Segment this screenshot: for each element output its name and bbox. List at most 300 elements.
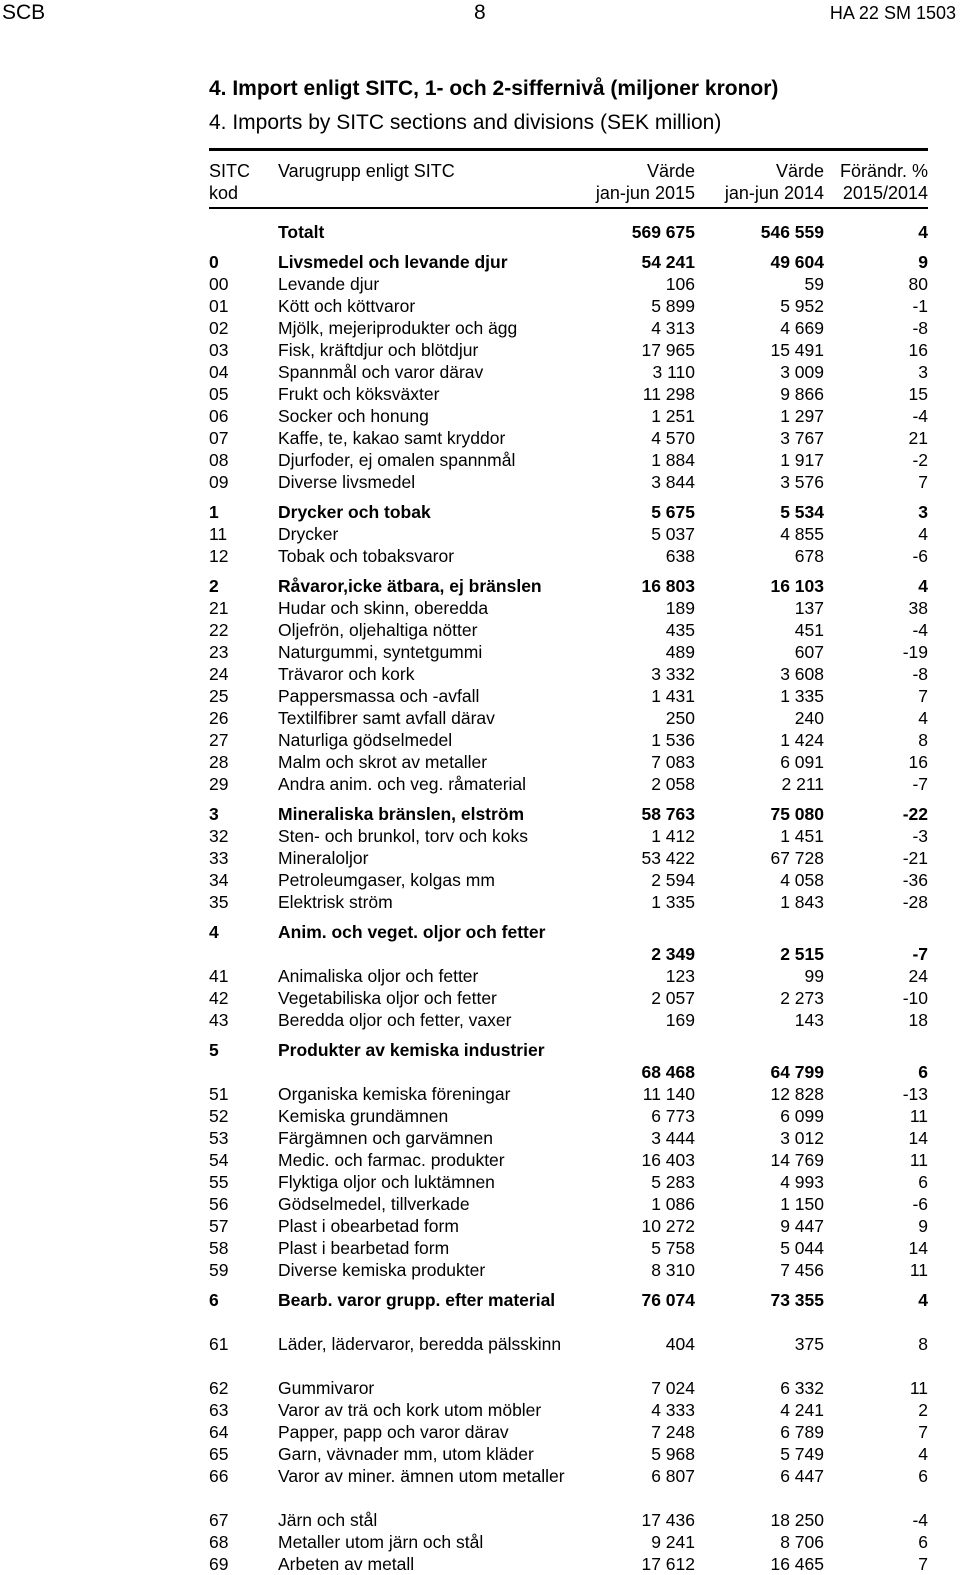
product-group: Frukt och köksväxter (278, 384, 440, 404)
value-2014: 6 789 (780, 1422, 824, 1442)
value-2014: 1 335 (780, 686, 824, 706)
sitc-code: 55 (209, 1172, 229, 1192)
value-2015: 1 431 (651, 686, 695, 706)
table-row (209, 1215, 928, 1237)
value-2014: 1 843 (780, 892, 824, 912)
table-row (209, 295, 928, 317)
sitc-code: 26 (209, 708, 229, 728)
change-percent: 24 (908, 966, 928, 986)
product-group: Papper, papp och varor därav (278, 1422, 509, 1442)
sitc-code: 33 (209, 848, 229, 868)
value-2015: 1 335 (651, 892, 695, 912)
product-group: Varor av miner. ämnen utom metaller (278, 1466, 565, 1486)
value-2014: 4 058 (780, 870, 824, 890)
value-2015: 2 058 (651, 774, 695, 794)
product-group: Levande djur (278, 274, 380, 294)
table-row (209, 1465, 928, 1509)
table-row (209, 1127, 928, 1149)
table-row (209, 1443, 928, 1465)
product-group: Mjölk, mejeriprodukter och ägg (278, 318, 518, 338)
table-title: 4. Import enligt SITC, 1- och 2-siffernivå (miljoner kronor) (209, 77, 779, 100)
value-2015: 54 241 (641, 252, 695, 272)
value-2015: 3 332 (651, 664, 695, 684)
change-percent: 11 (909, 1106, 928, 1126)
table-row (209, 449, 928, 471)
table-row (209, 339, 928, 361)
product-group: Järn och stål (278, 1510, 378, 1530)
report-id: HA 22 SM 1503 (829, 3, 956, 23)
change-percent: 8 (918, 730, 928, 750)
value-2015: 68 468 (641, 1062, 695, 1082)
value-2014: 5 749 (780, 1444, 824, 1464)
table-row (209, 1171, 928, 1193)
value-2014: 73 355 (770, 1290, 824, 1310)
change-percent: 16 (908, 340, 928, 360)
table-row (209, 1259, 928, 1281)
value-2014: 6 091 (780, 752, 824, 772)
value-2015: 123 (665, 966, 695, 986)
value-2015: 5 283 (651, 1172, 695, 1192)
sitc-code: 27 (209, 730, 229, 750)
product-group: Färgämnen och garvämnen (278, 1128, 493, 1148)
table-row (209, 545, 928, 567)
change-percent: 80 (908, 274, 928, 294)
value-2014: 15 491 (770, 340, 824, 360)
change-percent: 14 (908, 1128, 928, 1148)
sitc-code: 69 (209, 1554, 229, 1574)
product-group: Gödselmedel, tillverkade (278, 1194, 470, 1214)
value-2014: 9 866 (780, 384, 824, 404)
value-2014: 18 250 (770, 1510, 824, 1530)
value-2015: 7 024 (651, 1378, 695, 1398)
product-group: Kaffe, te, kakao samt kryddor (278, 428, 506, 448)
value-2015: 5 675 (651, 502, 695, 522)
sitc-code: 09 (209, 472, 229, 492)
change-percent: 4 (918, 708, 928, 728)
value-2014: 1 917 (780, 450, 824, 470)
change-percent: 7 (918, 1422, 928, 1442)
value-2014: 6 447 (780, 1466, 824, 1486)
value-2015: 76 074 (641, 1290, 695, 1310)
change-percent: 4 (918, 1290, 928, 1310)
product-group: Oljefrön, oljehaltiga nötter (278, 620, 478, 640)
value-2015: 2 594 (651, 870, 695, 890)
value-2015: 7 248 (651, 1422, 695, 1442)
value-2014: 2 273 (780, 988, 824, 1008)
sitc-code: 61 (209, 1334, 229, 1354)
product-group: Mineraliska bränslen, elström (278, 804, 525, 824)
change-percent: 9 (918, 1216, 928, 1236)
table-row (209, 751, 928, 773)
table-row (209, 663, 928, 685)
value-2014: 1 424 (780, 730, 824, 750)
sitc-code: 54 (209, 1150, 229, 1170)
table-row (209, 921, 928, 965)
value-2015: 1 536 (651, 730, 695, 750)
product-group: Spannmål och varor därav (278, 362, 484, 382)
sitc-code: 52 (209, 1106, 229, 1126)
product-group: Pappersmassa och -avfall (278, 686, 480, 706)
value-2015: 189 (665, 598, 695, 618)
value-2015: 17 965 (641, 340, 695, 360)
value-2015: 5 968 (651, 1444, 695, 1464)
table-row (209, 803, 928, 825)
sitc-code: 1 (209, 502, 219, 522)
product-group: Flyktiga oljor och luktämnen (278, 1172, 495, 1192)
value-2014: 4 855 (780, 524, 824, 544)
value-2014: 6 332 (780, 1378, 824, 1398)
product-group: Socker och honung (278, 406, 429, 426)
sitc-code: 04 (209, 362, 229, 382)
sitc-code: 22 (209, 620, 229, 640)
value-2014: 4 669 (780, 318, 824, 338)
table-row (209, 1377, 928, 1399)
product-group: Textilfibrer samt avfall därav (278, 708, 495, 728)
sitc-code: 56 (209, 1194, 229, 1214)
table-row (209, 1333, 928, 1377)
value-2015: 5 758 (651, 1238, 695, 1258)
product-group: Totalt (278, 222, 325, 242)
product-group: Elektrisk ström (278, 892, 393, 912)
table-row (209, 273, 928, 295)
table-row (209, 251, 928, 273)
value-2015: 11 140 (642, 1084, 695, 1104)
sitc-code: 66 (209, 1466, 229, 1486)
sitc-code: 00 (209, 274, 229, 294)
sitc-code: 4 (209, 922, 219, 942)
change-percent: -7 (912, 944, 928, 964)
product-group: Bearb. varor grupp. efter material (278, 1290, 556, 1310)
table-row (209, 523, 928, 545)
value-2015: 8 310 (651, 1260, 695, 1280)
change-percent: -21 (902, 848, 928, 868)
sitc-code: 12 (209, 546, 229, 566)
sitc-code: 05 (209, 384, 229, 404)
change-percent: -7 (912, 774, 928, 794)
table-row (209, 707, 928, 729)
sitc-code: 03 (209, 340, 229, 360)
sitc-code: 21 (209, 598, 229, 618)
table-row (209, 825, 928, 847)
value-2015: 7 083 (651, 752, 695, 772)
change-percent: 38 (908, 598, 928, 618)
value-2015: 4 570 (651, 428, 695, 448)
sitc-code: 08 (209, 450, 229, 470)
change-percent: 4 (918, 1444, 928, 1464)
value-2014: 4 241 (780, 1400, 824, 1420)
product-group: Petroleumgaser, kolgas mm (278, 870, 495, 890)
table-row (209, 1421, 928, 1443)
value-2015: 9 241 (651, 1532, 695, 1552)
table-row (209, 1553, 928, 1575)
change-percent: 6 (918, 1172, 928, 1192)
product-group: Kemiska grundämnen (278, 1106, 449, 1126)
change-percent: 6 (918, 1466, 928, 1486)
value-2014: 59 (804, 274, 824, 294)
sitc-code: 41 (209, 966, 229, 986)
product-group: Gummivaror (278, 1378, 375, 1398)
change-percent: 2 (918, 1400, 928, 1420)
product-group: Drycker (278, 524, 339, 544)
change-percent: 7 (918, 1554, 928, 1574)
publisher-label: SCB (2, 1, 46, 24)
col-header-value-2014: Värde jan-jun 2014 (724, 161, 824, 203)
product-group: Garn, vävnader mm, utom kläder (278, 1444, 534, 1464)
value-2015: 17 436 (641, 1510, 695, 1530)
value-2014: 12 828 (770, 1084, 824, 1104)
product-group: Malm och skrot av metaller (278, 752, 488, 772)
value-2014: 3 012 (780, 1128, 824, 1148)
change-percent: 18 (908, 1010, 928, 1030)
change-percent: 9 (918, 252, 928, 272)
value-2015: 1 884 (651, 450, 695, 470)
value-2014: 8 706 (780, 1532, 824, 1552)
value-2014: 3 767 (780, 428, 824, 448)
header-rule (209, 207, 928, 209)
product-group: Naturgummi, syntetgummi (278, 642, 483, 662)
table-row (209, 773, 928, 795)
product-group: Diverse livsmedel (278, 472, 416, 492)
value-2015: 1 412 (651, 826, 695, 846)
value-2014: 3 576 (780, 472, 824, 492)
table-row (209, 405, 928, 427)
product-group: Sten- och brunkol, torv och koks (278, 826, 528, 846)
product-group: Anim. och veget. oljor och fetter (278, 922, 546, 942)
sitc-code: 51 (209, 1084, 229, 1104)
table-row (209, 1531, 928, 1553)
product-group: Plast i bearbetad form (278, 1238, 450, 1258)
change-percent: -3 (912, 826, 928, 846)
value-2015: 250 (665, 708, 695, 728)
value-2015: 16 803 (641, 576, 695, 596)
table-row (209, 1105, 928, 1127)
value-2014: 451 (794, 620, 824, 640)
sitc-code: 43 (209, 1010, 229, 1030)
value-2014: 4 993 (780, 1172, 824, 1192)
value-2014: 1 451 (780, 826, 824, 846)
product-group: Varor av trä och kork utom möbler (278, 1400, 542, 1420)
value-2014: 6 099 (780, 1106, 824, 1126)
sitc-code: 65 (209, 1444, 229, 1464)
value-2014: 64 799 (770, 1062, 824, 1082)
value-2015: 6 807 (651, 1466, 695, 1486)
value-2015: 169 (665, 1010, 695, 1030)
product-group: Läder, lädervaror, beredda pälsskinn (278, 1334, 562, 1354)
sitc-code: 02 (209, 318, 229, 338)
change-percent: -36 (902, 870, 928, 890)
table-row (209, 1509, 928, 1531)
value-2015: 2 349 (651, 944, 695, 964)
sitc-code: 58 (209, 1238, 229, 1258)
sitc-code: 63 (209, 1400, 229, 1420)
table-row (209, 383, 928, 405)
value-2014: 678 (794, 546, 824, 566)
value-2015: 3 444 (651, 1128, 695, 1148)
product-group: Medic. och farmac. produkter (278, 1150, 505, 1170)
value-2014: 5 044 (780, 1238, 824, 1258)
value-2014: 49 604 (770, 252, 824, 272)
value-2015: 3 844 (651, 472, 695, 492)
value-2014: 546 559 (760, 222, 824, 242)
product-group: Djurfoder, ej omalen spannmål (278, 450, 516, 470)
product-group: Fisk, kräftdjur och blötdjur (278, 340, 479, 360)
value-2014: 2 211 (781, 774, 824, 794)
value-2015: 435 (665, 620, 695, 640)
sitc-code: 3 (209, 804, 219, 824)
change-percent: 6 (918, 1532, 928, 1552)
sitc-code: 68 (209, 1532, 229, 1552)
value-2015: 53 422 (641, 848, 695, 868)
table-row (209, 685, 928, 707)
sitc-code: 67 (209, 1510, 229, 1530)
value-2014: 16 103 (770, 576, 824, 596)
table-row (209, 1237, 928, 1259)
value-2014: 3 009 (780, 362, 824, 382)
change-percent: 6 (918, 1062, 928, 1082)
table-row (209, 471, 928, 493)
value-2015: 11 298 (642, 384, 695, 404)
value-2015: 1 086 (651, 1194, 695, 1214)
table-row (209, 1399, 928, 1421)
page-number: 8 (474, 1, 486, 24)
value-2015: 489 (665, 642, 695, 662)
sitc-code: 0 (209, 252, 219, 272)
table-row (209, 1193, 928, 1215)
table-row (209, 221, 928, 243)
change-percent: 11 (909, 1378, 928, 1398)
product-group: Tobak och tobaksvaror (278, 546, 455, 566)
value-2015: 17 612 (641, 1554, 695, 1574)
product-group: Animaliska oljor och fetter (278, 966, 479, 986)
table-row (209, 729, 928, 751)
table-row (209, 1289, 928, 1333)
sitc-code: 01 (209, 296, 229, 316)
col-header-value-2015: Värde jan-jun 2015 (595, 161, 695, 203)
sitc-code: 35 (209, 892, 229, 912)
col-header-change: Förändr. % 2015/2014 (839, 161, 928, 203)
change-percent: -28 (902, 892, 928, 912)
change-percent: 7 (918, 686, 928, 706)
change-percent: -2 (912, 450, 928, 470)
change-percent: 11 (909, 1150, 928, 1170)
sitc-code: 53 (209, 1128, 229, 1148)
value-2014: 99 (804, 966, 824, 986)
table-row (209, 641, 928, 663)
table-titles (209, 76, 778, 136)
table-row (209, 597, 928, 619)
sitc-code: 28 (209, 752, 229, 772)
value-2015: 6 773 (651, 1106, 695, 1126)
product-group: Produkter av kemiska industrier (278, 1040, 545, 1060)
value-2014: 3 608 (780, 664, 824, 684)
product-group: Beredda oljor och fetter, vaxer (278, 1010, 512, 1030)
value-2015: 5 037 (651, 524, 695, 544)
sitc-code: 2 (209, 576, 219, 596)
change-percent: -4 (912, 1510, 928, 1530)
product-group: Råvaror,icke ätbara, ej bränslen (278, 576, 542, 596)
change-percent: -4 (912, 620, 928, 640)
col-header-code: SITC kod (209, 161, 251, 203)
change-percent: 14 (908, 1238, 928, 1258)
product-group: Arbeten av metall (278, 1554, 415, 1574)
page-header (0, 0, 960, 30)
value-2014: 240 (794, 708, 824, 728)
change-percent: 7 (918, 472, 928, 492)
product-group: Drycker och tobak (278, 502, 431, 522)
value-2014: 67 728 (770, 848, 824, 868)
value-2014: 75 080 (770, 804, 824, 824)
value-2015: 4 333 (651, 1400, 695, 1420)
sitc-code: 29 (209, 774, 229, 794)
sitc-code: 64 (209, 1422, 229, 1442)
value-2015: 569 675 (631, 222, 695, 242)
sitc-code: 59 (209, 1260, 229, 1280)
product-group: Metaller utom järn och stål (278, 1532, 484, 1552)
sitc-code: 07 (209, 428, 229, 448)
value-2014: 143 (794, 1010, 824, 1030)
sitc-code: 11 (209, 524, 228, 544)
product-group: Mineraloljor (278, 848, 369, 868)
change-percent: -8 (912, 318, 928, 338)
table-row (209, 847, 928, 869)
table-row (209, 1039, 928, 1083)
change-percent: -6 (912, 546, 928, 566)
product-group: Diverse kemiska produkter (278, 1260, 486, 1280)
value-2014: 16 465 (770, 1554, 824, 1574)
change-percent: 11 (909, 1260, 928, 1280)
value-2014: 137 (794, 598, 824, 618)
value-2015: 106 (665, 274, 695, 294)
change-percent: -13 (902, 1084, 928, 1104)
sitc-code: 32 (209, 826, 229, 846)
table-row (209, 575, 928, 597)
value-2014: 607 (794, 642, 824, 662)
table-row (209, 869, 928, 891)
value-2014: 5 952 (780, 296, 824, 316)
change-percent: 21 (908, 428, 928, 448)
value-2014: 9 447 (780, 1216, 824, 1236)
value-2015: 58 763 (641, 804, 695, 824)
change-percent: -4 (912, 406, 928, 426)
value-2014: 1 150 (780, 1194, 824, 1214)
table-row (209, 891, 928, 913)
sitc-code: 23 (209, 642, 229, 662)
data-table (209, 213, 928, 1575)
product-group: Hudar och skinn, oberedda (278, 598, 489, 618)
product-group: Organiska kemiska föreningar (278, 1084, 511, 1104)
change-percent: -19 (902, 642, 928, 662)
table-row (209, 361, 928, 383)
product-group: Trävaror och kork (278, 664, 415, 684)
table-row (209, 317, 928, 339)
table-row (209, 501, 928, 523)
value-2015: 638 (665, 546, 695, 566)
value-2015: 4 313 (651, 318, 695, 338)
value-2014: 14 769 (770, 1150, 824, 1170)
product-group: Kött och köttvaror (278, 296, 416, 316)
change-percent: -8 (912, 664, 928, 684)
table-row (209, 1009, 928, 1031)
sitc-code: 57 (209, 1216, 229, 1236)
change-percent: 4 (918, 524, 928, 544)
table-row (209, 1149, 928, 1171)
table-row (209, 987, 928, 1009)
value-2015: 3 110 (652, 362, 695, 382)
change-percent: 8 (918, 1334, 928, 1354)
value-2015: 16 403 (641, 1150, 695, 1170)
sitc-code: 42 (209, 988, 229, 1008)
product-group: Vegetabiliska oljor och fetter (278, 988, 497, 1008)
